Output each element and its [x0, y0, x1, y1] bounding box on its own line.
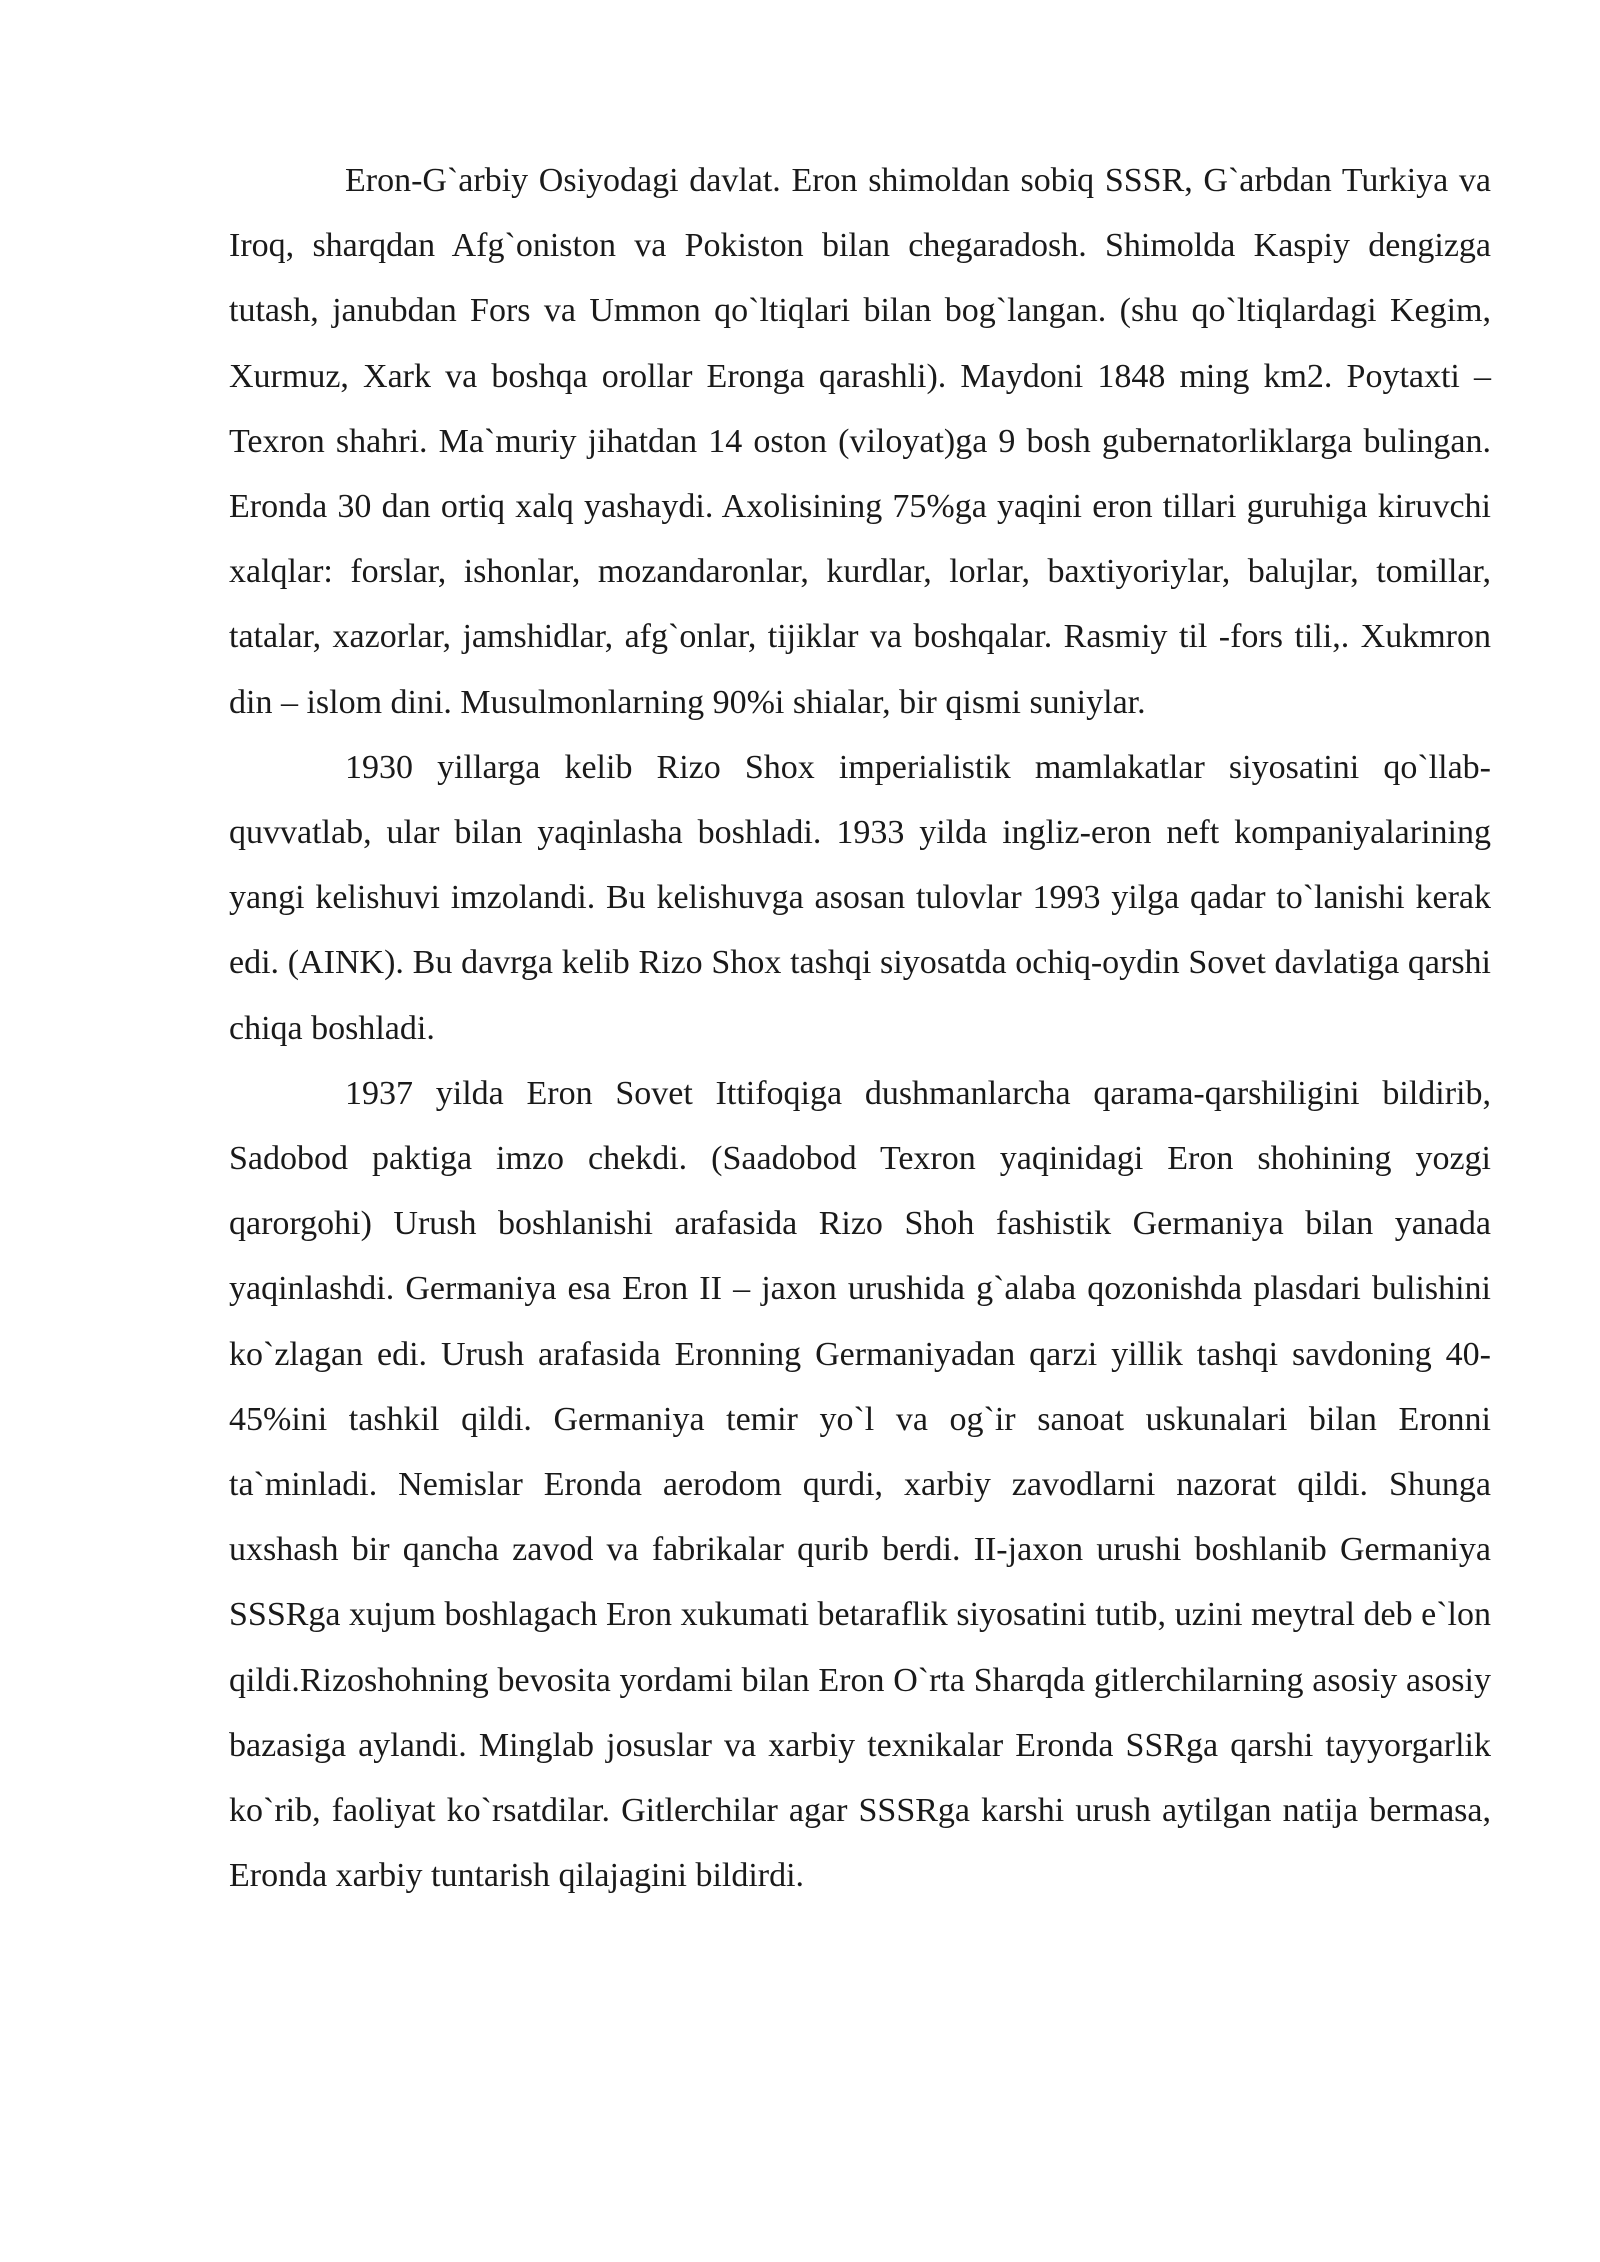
paragraph-1937-germany-relations: 1937 yilda Eron Sovet Ittifoqiga dushmanlarcha qarama-qarshiligini bildirib, Sadobod paktiga imzo chekdi. (Saadobod Texron yaqinidagi Eron shohining yozgi qarorgohi) Urush boshlanishi arafasida Rizo Shoh fashistik Germaniya bilan yanada yaqinlashdi. Germaniya esa Eron II – jaxon urushida g`alaba qozonishda plasdari bulishini ko`zlagan edi. Urush arafasida Eronning Germaniyadan qarzi yillik tashqi savdoning 40-45%ini tashkil qildi. Germaniya temir yo`l va og`ir sanoat uskunalari bilan Eronni ta`minladi. Nemislar Eronda aerodom qurdi, xarbiy zavodlarni nazorat qildi. Shunga uxshash bir qancha zavod va fabrikalar qurib berdi. II-jaxon urushi boshlanib Germaniya SSSRga xujum boshlagach Eron xukumati betaraflik siyosatini tutib, uzini meytral deb e`lon qildi.Rizoshohning bevosita yordami bilan Eron O`rta Sharqda gitlerchilarning asosiy asosiy bazasiga aylandi. Minglab josuslar va xarbiy texnikalar Eronda SSRga qarshi tayyorgarlik ko`rib, faoliyat ko`rsatdilar. Gitlerchilar agar SSSRga karshi urush aytilgan natija bermasa, Eronda xarbiy tuntarish qilajagini bildirdi. [229, 1074, 1491, 1895]
paragraph-iran-overview: Eron-G`arbiy Osiyodagi davlat. Eron shimoldan sobiq SSSR, G`arbdan Turkiya va Iroq, sharqdan Afg`oniston va Pokiston bilan chegaradosh. Shimolda Kaspiy dengizga tutash, janubdan Fors va Ummon qo`ltiqlari bilan bog`langan. (shu qo`ltiqlardagi Kegim, Xurmuz, Xark va boshqa orollar Eronga qarashli). Maydoni 1848 ming km2. Poytaxti – Texron shahri. Ma`muriy jihatdan 14 oston (viloyat)ga 9 bosh gubernatorliklarga bulingan. Eronda 30 dan ortiq xalq yashaydi. Axolisining 75%ga yaqini eron tillari guruhiga kiruvchi xalqlar: forslar, ishonlar, mozandaronlar, kurdlar, lorlar, baxtiyoriylar, balujlar, tomillar, tatalar, xazorlar, jamshidlar, afg`onlar, tijiklar va boshqalar. Rasmiy til -fors tili,. Xukmron din – islom dini. Musulmonlarning 90%i shialar, bir qismi suniylar. [229, 162, 1491, 721]
paragraph-1930s-foreign-policy: 1930 yillarga kelib Rizo Shox imperialistik mamlakatlar siyosatini qo`llab-quvvatlab, ular bilan yaqinlasha boshladi. 1933 yilda ingliz-eron neft kompaniyalarining yangi kelishuvi imzolandi. Bu kelishuvga asosan tulovlar 1993 yilga qadar to`lanishi kerak edi. (AINK). Bu davrga kelib Rizo Shox tashqi siyosatda ochiq-oydin Sovet davlatiga qarshi chiqa boshladi. [229, 748, 1491, 1047]
document-body [229, 148, 1491, 1908]
